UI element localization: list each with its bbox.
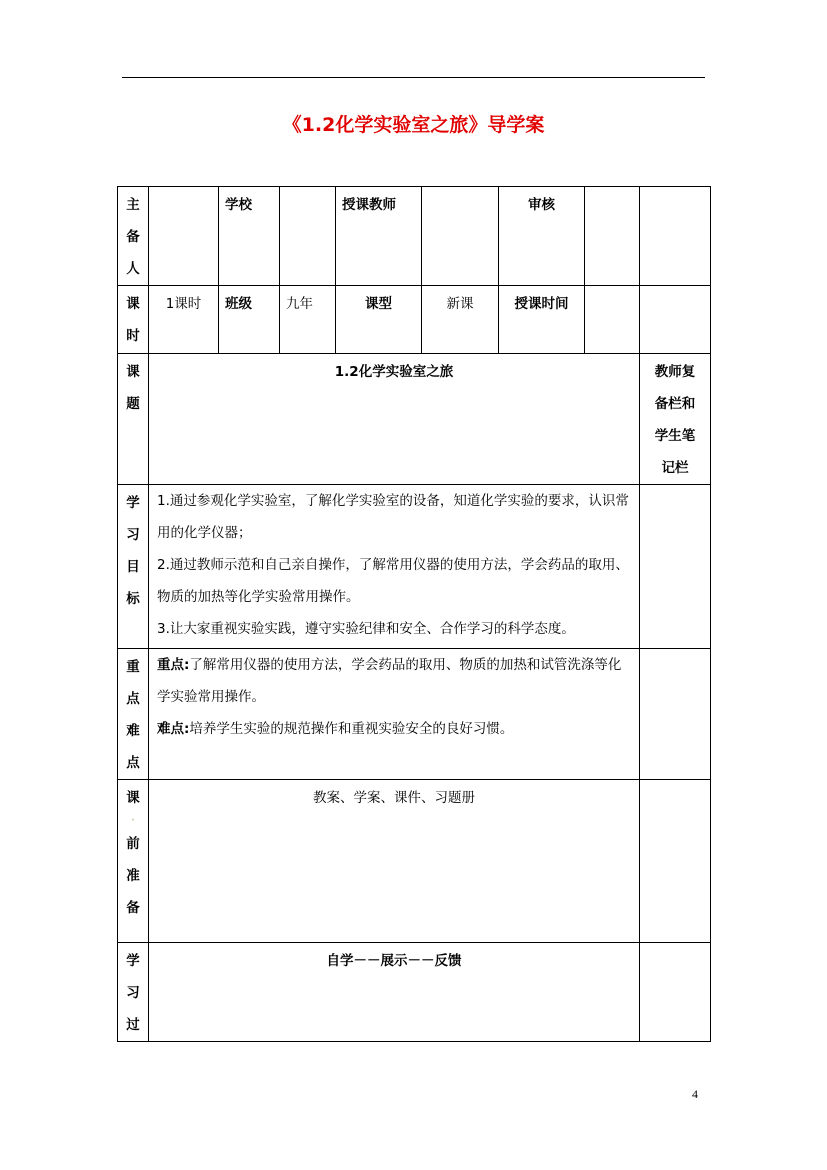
label-time: 授课时间 xyxy=(499,286,585,354)
label-type: 课型 xyxy=(336,286,422,354)
header-rule xyxy=(122,77,705,78)
label-process: 学 习 过 xyxy=(118,943,149,1042)
notes-column-label: 教师复 备栏和 学生笔 记栏 xyxy=(640,354,711,485)
process-notes xyxy=(640,943,711,1042)
goal-item: 2.通过教师示范和自己亲自操作，了解常用仪器的使用方法，学会药品的取用、物质的加热等化学实验常用操作。 xyxy=(157,557,629,605)
preparation-row xyxy=(118,780,711,943)
keypoints-row xyxy=(118,649,711,780)
time-value xyxy=(585,286,640,354)
topic-value: 1.2化学实验室之旅 xyxy=(149,354,640,485)
review-value xyxy=(585,187,640,286)
document-title: 《1.2化学实验室之旅》导学案 xyxy=(282,114,545,136)
school-value xyxy=(280,187,336,286)
topic-row xyxy=(118,354,711,485)
keshi-value: 1课时 xyxy=(149,286,219,354)
time-extra xyxy=(640,286,711,354)
teacher-value xyxy=(422,187,499,286)
label-zhubeiren: 主 备 人 xyxy=(118,187,149,286)
lesson-plan-table xyxy=(117,186,711,1042)
difficult-point-text: 培养学生实验的规范操作和重视实验安全的良好习惯。 xyxy=(189,721,514,737)
label-keshi: 课 时 xyxy=(118,286,149,354)
goals-content xyxy=(149,485,640,649)
class-value: 九年 xyxy=(280,286,336,354)
label-preparation: 课 · 前 准 备 xyxy=(118,780,149,943)
label-teacher: 授课教师 xyxy=(336,187,422,286)
label-keypoints: 重 点 难 点 xyxy=(118,649,149,780)
header-row-1 xyxy=(118,187,711,286)
goal-item: 1.通过参观化学实验室，了解化学实验室的设备，知道化学实验的要求，认识常用的化学仪器； xyxy=(157,493,629,541)
keypoints-content xyxy=(149,649,640,780)
goal-item: 3.让大家重视实验实践，遵守实验纪律和安全、合作学习的科学态度。 xyxy=(157,621,575,637)
label-goals: 学 习 目 标 xyxy=(118,485,149,649)
dot-mark: · xyxy=(131,816,135,826)
keypoints-notes xyxy=(640,649,711,780)
key-point-label: 重点: xyxy=(157,657,190,673)
goals-notes xyxy=(640,485,711,649)
type-value: 新课 xyxy=(422,286,499,354)
goals-row xyxy=(118,485,711,649)
page-number: 4 xyxy=(692,1087,698,1101)
key-point-text: 了解常用仪器的使用方法，学会药品的取用、物质的加热和试管洗涤等化学实验常用操作。 xyxy=(157,657,622,705)
label-school: 学校 xyxy=(219,187,280,286)
preparation-notes xyxy=(640,780,711,943)
label-review: 审核 xyxy=(499,187,585,286)
process-value: 自学－－展示－－反馈 xyxy=(149,943,640,1042)
label-topic: 课 题 xyxy=(118,354,149,485)
zhubeiren-value xyxy=(149,187,219,286)
header-row-2 xyxy=(118,286,711,354)
review-extra xyxy=(640,187,711,286)
preparation-value: 教案、学案、课件、习题册 xyxy=(149,780,640,943)
difficult-point-label: 难点: xyxy=(157,721,190,737)
process-row xyxy=(118,943,711,1042)
label-class: 班级 xyxy=(219,286,280,354)
